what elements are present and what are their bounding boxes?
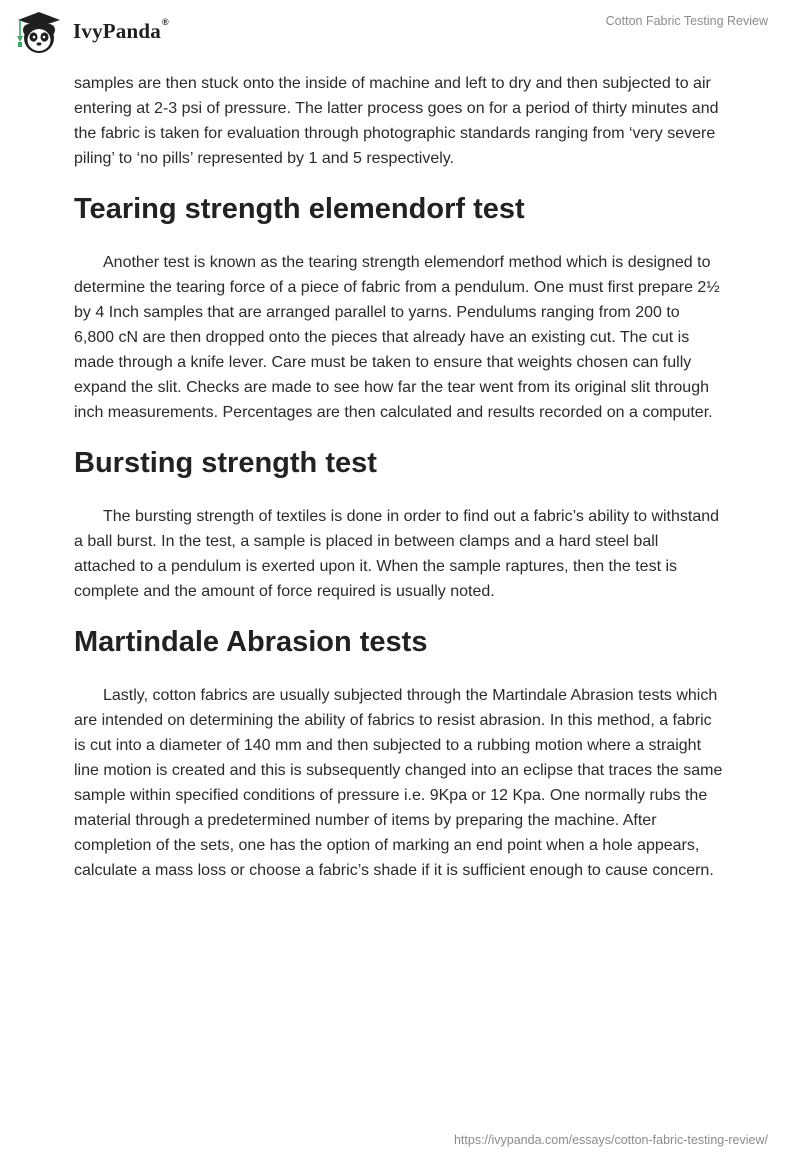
ivypanda-logo[interactable] [14,9,169,55]
panda-graduate-logo-icon [14,9,64,55]
page-header [0,0,800,64]
source-url[interactable]: https://ivypanda.com/essays/cotton-fabric-testing-review/ [453,1133,768,1147]
section-paragraph-tearing: Another test is known as the tearing strength elemendorf method which is designed to determine the tearing force of a piece of fabric from a pendulum. One must first prepare 2½ by 4 Inch samples that are arranged parallel to yarns. Pendulums ranging from 200 to 6,800 cN are then dropped onto the pieces that already have an existing cut. The cut is made through a knife lever. Care must be taken to ensure that weights chosen can fully expand the slit. Checks are made to see how far the tear went from its original slit through inch measurements. Percentages are then calculated and results recorded on a computer. [74,254,720,421]
section-paragraph-bursting: The bursting strength of textiles is done in order to find out a fabric’s ability to withstand a ball burst. In the test, a sample is placed in between clamps and a hard steel ball attached to a pendulum is exerted upon it. When the sample raptures, then the test is complete and the amount of force required is usually noted. [74,508,720,600]
intro-paragraph: samples are then stuck onto the inside of machine and left to dry and then subjected to air entering at 2-3 psi of pressure. The latter process goes on for a period of thirty minutes and the fabric is taken for evaluation through photographic standards ranging from ‘very severe piling’ to ‘no pills’ represented by 1 and 5 respectively. [74,75,719,167]
section-heading-tearing: Tearing strength elemendorf test [74,193,525,225]
section-heading-martindale: Martindale Abrasion tests [74,626,428,658]
section-heading-bursting: Bursting strength test [74,447,377,479]
registered-mark: ® [161,16,169,27]
brand-name: IvyPanda® [73,16,169,43]
document-title: Cotton Fabric Testing Review [605,14,768,28]
essay-content [74,71,724,883]
section-paragraph-martindale: Lastly, cotton fabrics are usually subjected through the Martindale Abrasion tests which are intended on determining the ability of fabrics to resist abrasion. In this method, a fabric is cut into a diameter of 140 mm and then subjected to a rubbing motion where a straight line motion is created and this is subsequently changed into an eclipse that traces the same sample within specified conditions of pressure i.e. 9Kpa or 12 Kpa. One normally rubs the material through a predetermined number of items by preparing the machine. After completion of the sets, one has the option of marking an end point when a hole appears, calculate a mass loss or choose a fabric’s shade if it is sufficient enough to cause concern. [74,687,723,879]
